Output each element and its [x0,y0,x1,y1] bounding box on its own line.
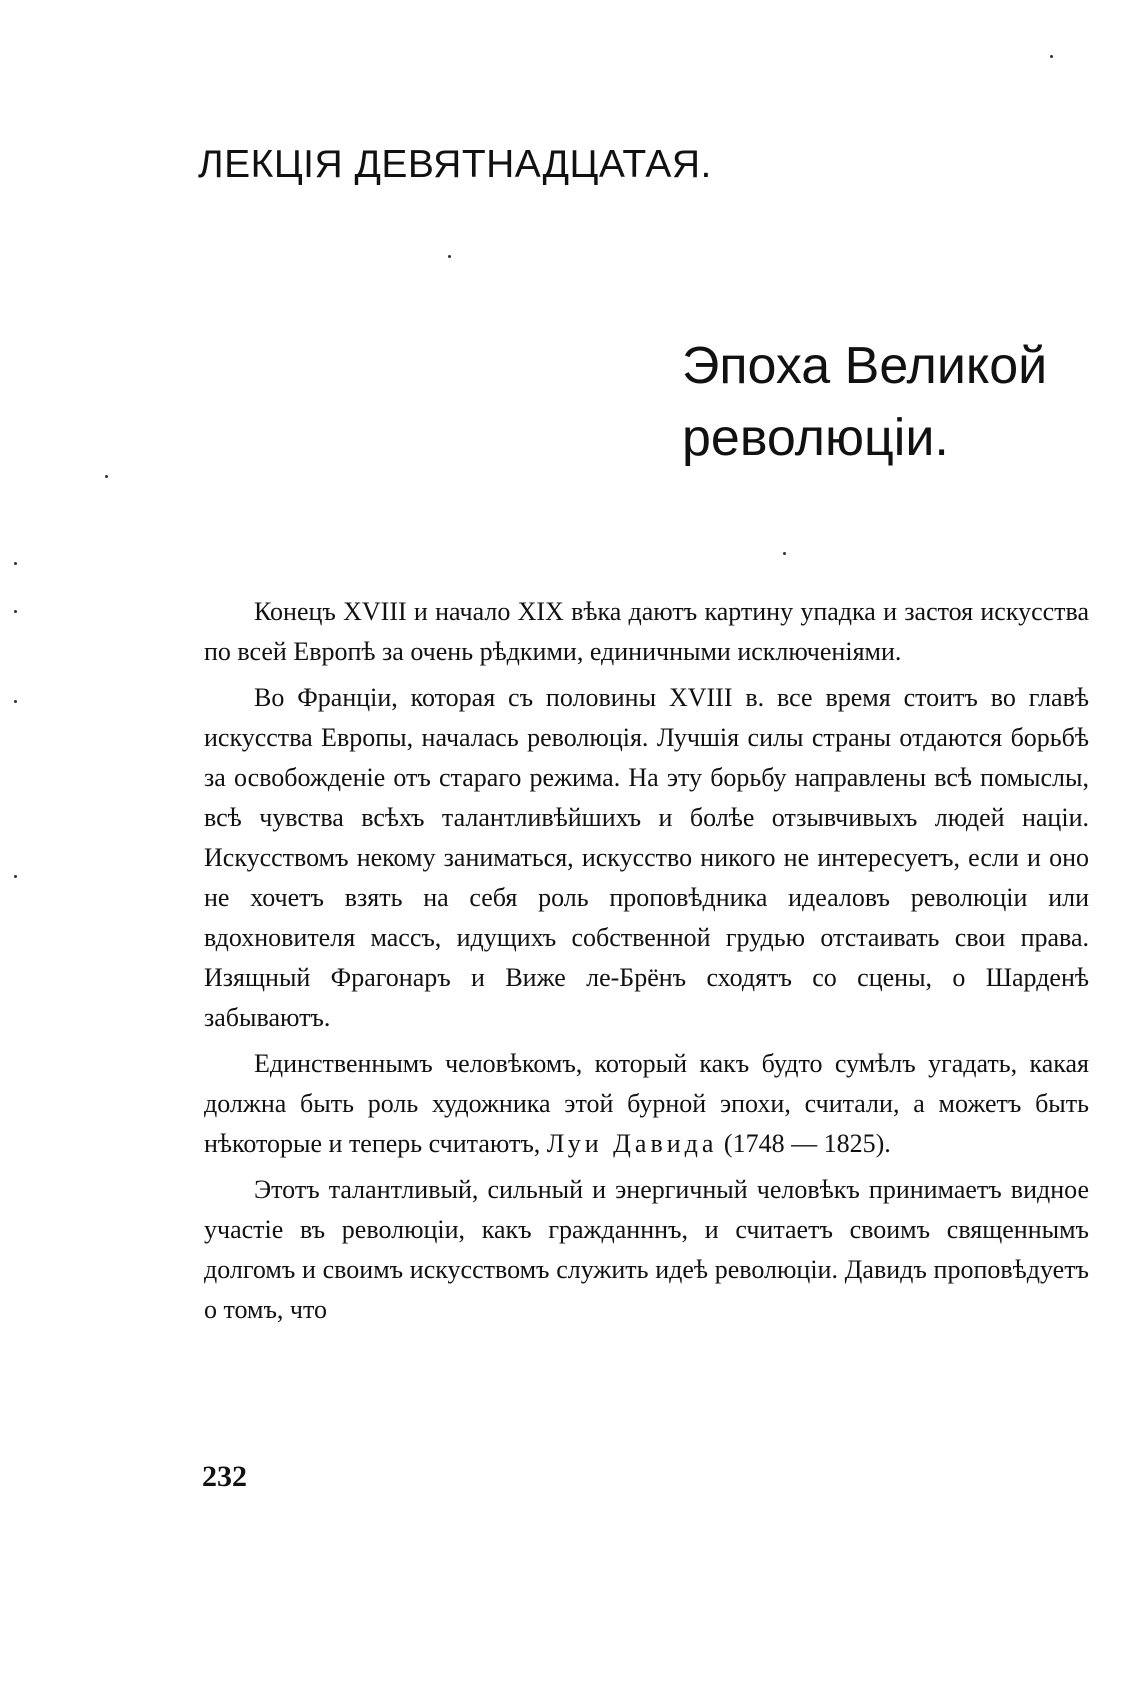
lecture-heading: ЛЕКЦІЯ ДЕВЯТНАДЦАТАЯ. [198,143,712,186]
scan-speck [14,610,17,613]
chapter-title-line-1: Эпоха Великой [682,337,1048,395]
chapter-title [682,330,1102,474]
artist-dates: (1748 — 1825). [723,1129,891,1158]
chapter-title-line-2: революціи. [682,409,949,467]
body-text [204,592,1089,1336]
scan-speck [448,255,451,258]
paragraph-4: Этотъ талантливый, сильный и энергичный человѣкъ принимаетъ видное участіе въ революціи, какъ гражданннъ, и считаетъ своимъ священнымъ долгомъ и своимъ искусствомъ служить идеѣ революціи. Давидъ проповѣдуетъ о томъ, что [204,1175,1089,1324]
paragraph-3-text: Единственнымъ человѣкомъ, который какъ будто сумѣлъ угадать, какая должна быть роль художника этой бурной эпохи, считали, а можетъ быть нѣкоторые и теперь считаютъ, [204,1049,1089,1158]
scan-speck [783,552,786,555]
paragraph-1: Конецъ XVIII и начало XIX вѣка даютъ картину упадка и застоя искусства по всей Европѣ за очень рѣдкими, единичными исключеніями. [204,597,1089,666]
scan-speck [14,875,17,878]
page-number: 232 [202,1460,247,1493]
scan-speck [14,700,17,703]
scan-speck [105,475,108,478]
paragraph-3 [204,1044,1089,1164]
artist-name: Луи Давида [546,1129,718,1158]
paragraph-2: Во Франціи, которая съ половины XVIII в. все время стоитъ во главѣ искусства Европы, началась революція. Лучшія силы страны отдаются борьбѣ за освобожденіе отъ стараго режима. На эту борьбу направлены всѣ помыслы, всѣ чувства всѣхъ талантливѣйшихъ и болѣе отзывчивыхъ людей націи. Искусствомъ некому заниматься, искусство никого не интересуетъ, если и оно не хочетъ взять на себя роль проповѣдника идеаловъ революціи или вдохновителя массъ, идущихъ собственной грудью отстаивать свои права. Изящный Фрагонаръ и Виже ле-Брёнъ сходятъ со сцены, о Шарденѣ забываютъ. [204,683,1089,1032]
scan-speck [14,562,17,565]
scan-speck [1050,55,1053,58]
